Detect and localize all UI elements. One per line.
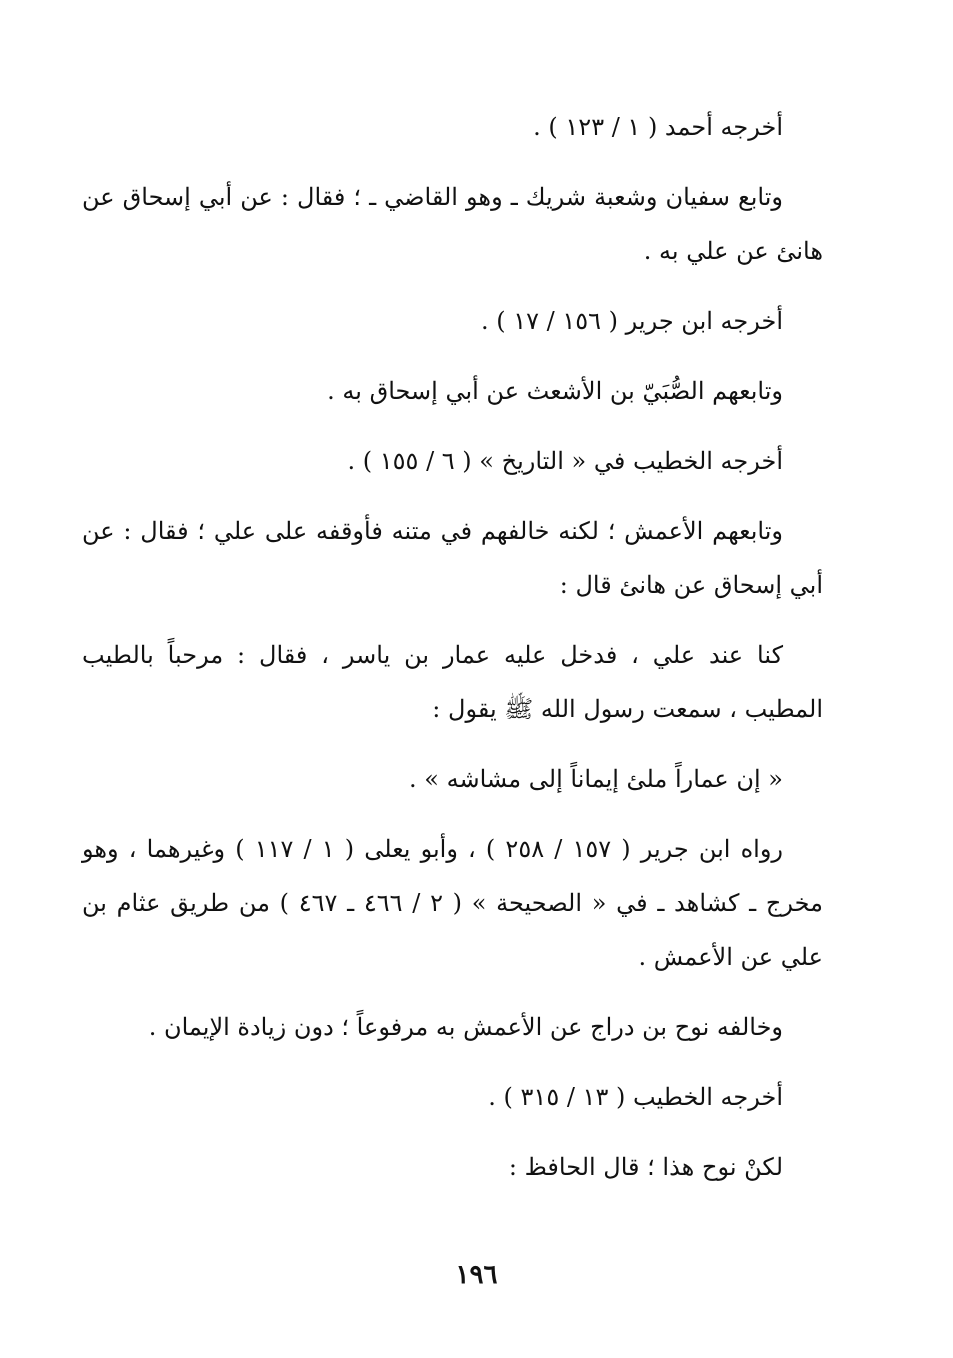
paragraph-10: وخالفه نوح بن دراج عن الأعمش به مرفوعاً ؛ دون زيادة الإيمان . — [148, 1013, 783, 1041]
paragraph-2: وتابع سفيان وشعبة شريك ـ وهو القاضي ـ ؛ فقال : عن أبي إسحاق عن هانئ عن علي به . — [82, 183, 823, 265]
paragraph-6: وتابعهم الأعمش ؛ لكنه خالفهم في متنه فأوقفه على علي ؛ فقال : عن أبي إسحاق عن هانئ قال : — [82, 517, 823, 599]
page-body — [82, 100, 823, 1210]
paragraph-9: رواه ابن جرير ( ١٥٧ / ٢٥٨ ) ، وأبو يعلى ( ١ / ١١٧ ) وغيرهما ، وهو مخرج ـ كشاهد ـ في « الصحيحة » ( ٢ / ٤٦٦ ـ ٤٦٧ ) من طريق عثام بن علي عن الأعمش . — [82, 835, 823, 971]
page-number: ١٩٦ — [455, 1260, 498, 1290]
paragraph-12: لكنْ نوح هذا ؛ قال الحافظ : — [508, 1153, 783, 1181]
paragraph-3: أخرجه ابن جرير ( ١٥٦ / ١٧ ) . — [481, 307, 783, 335]
paragraph-7: كنا عند علي ، فدخل عليه عمار بن ياسر ، فقال : مرحباً بالطيب المطيب ، سمعت رسول الله ﷺ يقول : — [82, 641, 823, 723]
paragraph-8: « إن عماراً ملئ إيماناً إلى مشاشه » . — [409, 765, 783, 793]
paragraph-11: أخرجه الخطيب ( ١٣ / ٣١٥ ) . — [488, 1083, 783, 1111]
paragraph-4: وتابعهم الصُّبَيّ بن الأشعث عن أبي إسحاق به . — [327, 377, 783, 405]
paragraph-1: أخرجه أحمد ( ١ / ١٢٣ ) . — [533, 113, 783, 141]
paragraph-5: أخرجه الخطيب في « التاريخ » ( ٦ / ١٥٥ ) . — [347, 447, 783, 475]
